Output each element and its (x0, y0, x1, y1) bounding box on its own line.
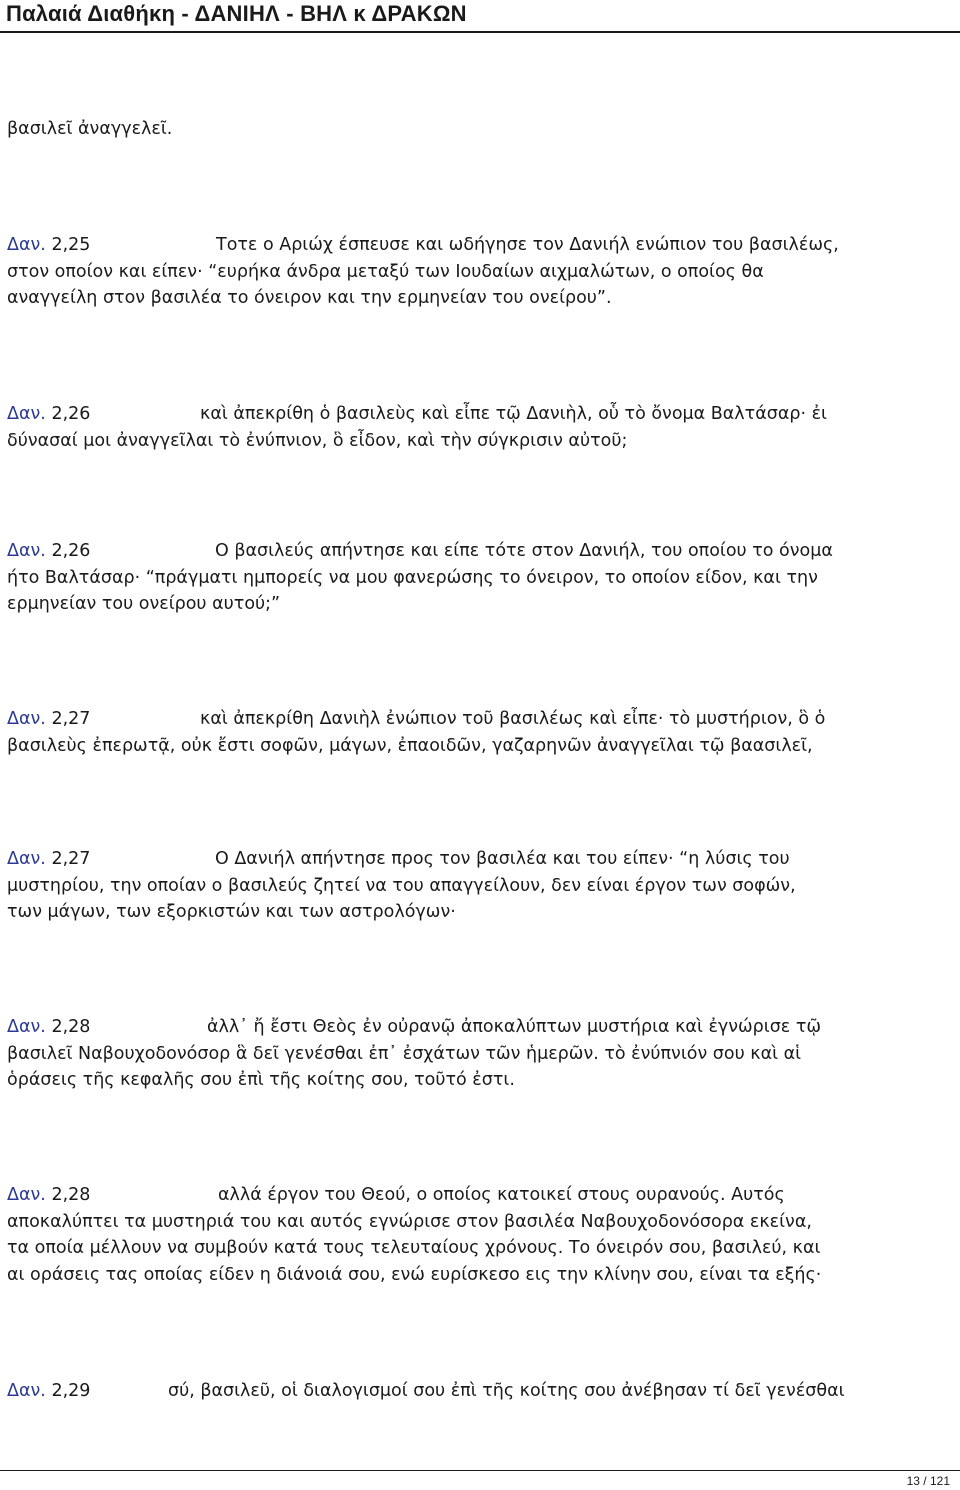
verse-ref-number: 2,26 (51, 541, 91, 561)
verse-ref-number: 2,28 (51, 1185, 91, 1205)
verse-text-first-line: Ο Δανιήλ απήντησε προς τον βασιλέα και του είπεν· “η λύσις του (215, 849, 790, 869)
verse-ref-number: 2,27 (51, 849, 91, 869)
verse-text-first-line: αλλά έργον του Θεού, ο οποίος κατοικεί στους ουρανούς. Αυτός (218, 1185, 785, 1205)
verse-reference[interactable] (7, 1016, 90, 1038)
verse-ref-book[interactable]: Δαν. (7, 1381, 46, 1401)
verse-ref-number: 2,26 (51, 404, 91, 424)
footer-divider (0, 1470, 960, 1471)
verse-ref-book[interactable]: Δαν. (7, 849, 46, 869)
verse-ref-number: 2,29 (51, 1381, 91, 1401)
verse-ref-book[interactable]: Δαν. (7, 541, 46, 561)
verse-ref-book[interactable]: Δαν. (7, 1185, 46, 1205)
verse-ref-number: 2,27 (51, 709, 91, 729)
verse-text-line: ήτο Βαλτάσαρ· “πράγματι ημπορείς να μου φανερώσης το όνειρον, το οποίον είδον, και την (7, 568, 818, 588)
verse-ref-number: 2,28 (51, 1017, 91, 1037)
verse-text-first-line: Ο βασιλεύς απήντησε και είπε τότε στον Δανιήλ, του οποίου το όνομα (215, 541, 833, 561)
verse-reference[interactable] (7, 1380, 90, 1402)
verse-text-first-line: σύ, βασιλεῦ, οἱ διαλογισμοί σου ἐπὶ τῆς κοίτης σου ἀνέβησαν τί δεῖ γενέσθαι (168, 1381, 845, 1401)
intro-line: βασιλεῖ ἀναγγελεῖ. (7, 119, 173, 139)
verse-ref-book[interactable]: Δαν. (7, 235, 46, 255)
verse-text-line: τα οποία μέλλουν να συμβούν κατά τους τελευταίους χρόνους. Το όνειρόν σου, βασιλεύ, και (7, 1238, 821, 1258)
verse-text-line: βασιλεὺς ἐπερωτᾷ, οὐκ ἔστι σοφῶν, μάγων, ἐπαοιδῶν, γαζαρηνῶν ἀναγγεῖλαι τῷ βαασιλεῖ, (7, 736, 813, 756)
page-title: Παλαιά Διαθήκη - ΔΑΝΙΗΛ - ΒΗΛ κ ΔΡΑΚΩΝ (6, 1, 467, 26)
verse-reference[interactable] (7, 708, 90, 730)
verse-text-line: αποκαλύπτει τα μυστηριά του και αυτός εγνώρισε στον βασιλέα Ναβουχοδονόσορα εκείνα, (7, 1212, 812, 1232)
verse-text-line: αι οράσεις τας οποίας είδεν η διάνοιά σου, ενώ ευρίσκεσο εις την κλίνην σου, είναι τα εξής· (7, 1265, 822, 1285)
verse-text-line: αναγγείλη στον βασιλέα το όνειρον και την ερμηνείαν του ονείρου”. (7, 288, 612, 308)
verse-reference[interactable] (7, 403, 90, 425)
verse-text-line: δύνασαί μοι ἀναγγεῖλαι τὸ ἐνύπνιον, ὃ εἶδον, καὶ τὴν σύγκρισιν αὐτοῦ; (7, 431, 628, 451)
page-number: 13 / 121 (906, 1474, 950, 1488)
verse-text-line: βασιλεῖ Ναβουχοδονόσορ ἃ δεῖ γενέσθαι ἐπ᾿ ἐσχάτων τῶν ἡμερῶν. τὸ ἐνύπνιόν σου καὶ αἱ (7, 1044, 802, 1064)
verse-text-line: μυστηρίου, την οποίαν ο βασιλεύς ζητεί να του απαγγείλουν, δεν είναι έργον των σοφών, (7, 876, 796, 896)
verse-reference[interactable] (7, 540, 90, 562)
verse-ref-book[interactable]: Δαν. (7, 404, 46, 424)
verse-ref-book[interactable]: Δαν. (7, 1017, 46, 1037)
verse-text-first-line: Τοτε ο Αριώχ έσπευσε και ωδήγησε τον Δανιήλ ενώπιον του βασιλέως, (216, 235, 839, 255)
verse-text-line: ὁράσεις τῆς κεφαλῆς σου ἐπὶ τῆς κοίτης σου, τοῦτό ἐστι. (7, 1070, 515, 1090)
verse-text-first-line: καὶ ἀπεκρίθη ὁ βασιλεὺς καὶ εἶπε τῷ Δανιὴλ, οὗ τὸ ὄνομα Βαλτάσαρ· ἐι (200, 404, 827, 424)
verse-reference[interactable] (7, 1184, 90, 1206)
header-divider (0, 31, 960, 33)
verse-ref-book[interactable]: Δαν. (7, 709, 46, 729)
verse-reference[interactable] (7, 848, 90, 870)
verse-reference[interactable] (7, 234, 90, 256)
verse-text-first-line: ἀλλ᾿ ἤ ἔστι Θεὸς ἐν οὐρανῷ ἀποκαλύπτων μυστήρια καὶ ἐγνώρισε τῷ (207, 1017, 822, 1037)
verse-text-line: στον οποίον και είπεν· “ευρήκα άνδρα μεταξύ των Ιουδαίων αιχμαλώτων, ο οποίος θα (7, 262, 764, 282)
verse-ref-number: 2,25 (51, 235, 91, 255)
verse-text-first-line: καὶ ἀπεκρίθη Δανιὴλ ἐνώπιον τοῦ βασιλέως καὶ εἶπε· τὸ μυστήριον, ὃ ὁ (200, 709, 826, 729)
verse-text-line: ερμηνείαν του ονείρου αυτού;” (7, 594, 281, 614)
verse-text-line: των μάγων, των εξορκιστών και των αστρολόγων· (7, 902, 456, 922)
